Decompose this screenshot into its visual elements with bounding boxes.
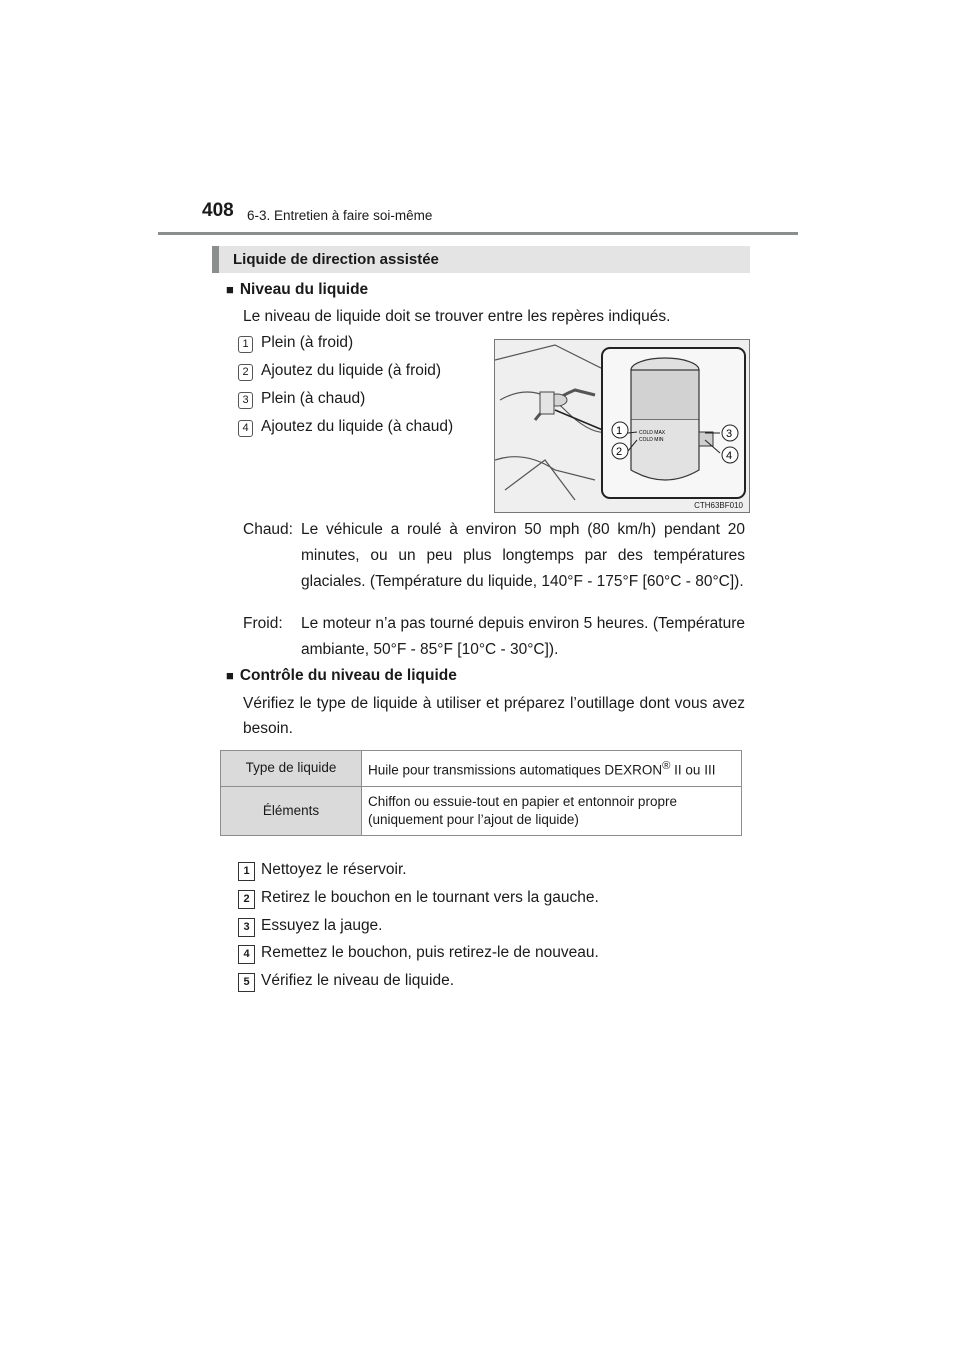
marker-label: Ajoutez du liquide (à froid) <box>261 362 442 379</box>
square-bullet-icon: ■ <box>226 668 234 683</box>
table-value: Chiffon ou essuie-tout en papier et entonnoir propre (uniquement pour l’ajout de liquide) <box>362 786 742 835</box>
callout-3-label: 3 <box>726 428 733 440</box>
niveau-intro: Le niveau de liquide doit se trouver entre les repères indiqués. <box>243 308 671 325</box>
def-text-chaud: Le véhicule a roulé à environ 50 mph (80 km/h) pendant 20 minutes, ou un peu plus longtemps par des températures glaciales. (Température du liquide, 140°F - 175°F [60°C - 80°C]). <box>301 521 745 590</box>
tools-table <box>220 750 742 836</box>
table-key: Éléments <box>221 786 362 835</box>
marker-number: 4 <box>238 420 253 437</box>
table-value: Huile pour transmissions automatiques DEXRON® II ou III <box>362 751 742 787</box>
label-cold-max: COLD MAX <box>639 430 666 436</box>
marker-number: 2 <box>238 364 253 381</box>
callout-4-label: 4 <box>726 450 733 462</box>
subheading-niveau: ■ Niveau du liquide <box>226 281 369 298</box>
callout-1-label: 1 <box>616 425 623 437</box>
reservoir-drawing <box>495 340 750 513</box>
def-term-chaud: Chaud: <box>243 521 293 538</box>
figure-code: CTH63BF010 <box>694 501 743 510</box>
table-row <box>221 751 742 787</box>
callout-2-label: 2 <box>616 446 623 458</box>
step-number: 1 <box>238 862 255 881</box>
marker-label: Plein (à chaud) <box>261 390 366 407</box>
reservoir-illustration <box>494 339 750 513</box>
step-number: 4 <box>238 945 255 964</box>
marker-number: 3 <box>238 392 253 409</box>
step-text: Retirez le bouchon en le tournant vers la gauche. <box>261 889 599 906</box>
table-row <box>221 786 742 835</box>
step-text: Essuyez la jauge. <box>261 917 383 934</box>
marker-number: 1 <box>238 336 253 353</box>
step-number: 2 <box>238 890 255 909</box>
header-rule <box>158 232 798 235</box>
marker-label: Plein (à froid) <box>261 334 354 351</box>
section-heading-bar <box>212 246 750 273</box>
section-title: Liquide de direction assistée <box>233 251 439 268</box>
table-key: Type de liquide <box>221 751 362 787</box>
step-number: 3 <box>238 918 255 937</box>
def-term-froid: Froid: <box>243 615 283 632</box>
step-text: Remettez le bouchon, puis retirez-le de nouveau. <box>261 944 599 961</box>
marker-label: Ajoutez du liquide (à chaud) <box>261 418 454 435</box>
def-text-froid: Le moteur n’a pas tourné depuis environ 5 heures. (Température ambiante, 50°F - 85°F [10°C - 30°C]). <box>301 615 745 658</box>
square-bullet-icon: ■ <box>226 282 234 297</box>
controle-intro: Vérifiez le type de liquide à utiliser et préparez l’outillage dont vous avez besoin. <box>243 695 745 737</box>
page-number: 408 <box>202 200 234 221</box>
step-number: 5 <box>238 973 255 992</box>
step-text: Nettoyez le réservoir. <box>261 861 407 878</box>
label-cold-min: COLD MIN <box>639 437 664 443</box>
step-text: Vérifiez le niveau de liquide. <box>261 972 455 989</box>
subheading-controle: ■ Contrôle du niveau de liquide <box>226 667 457 684</box>
chapter-title: 6-3. Entretien à faire soi-même <box>247 208 433 223</box>
